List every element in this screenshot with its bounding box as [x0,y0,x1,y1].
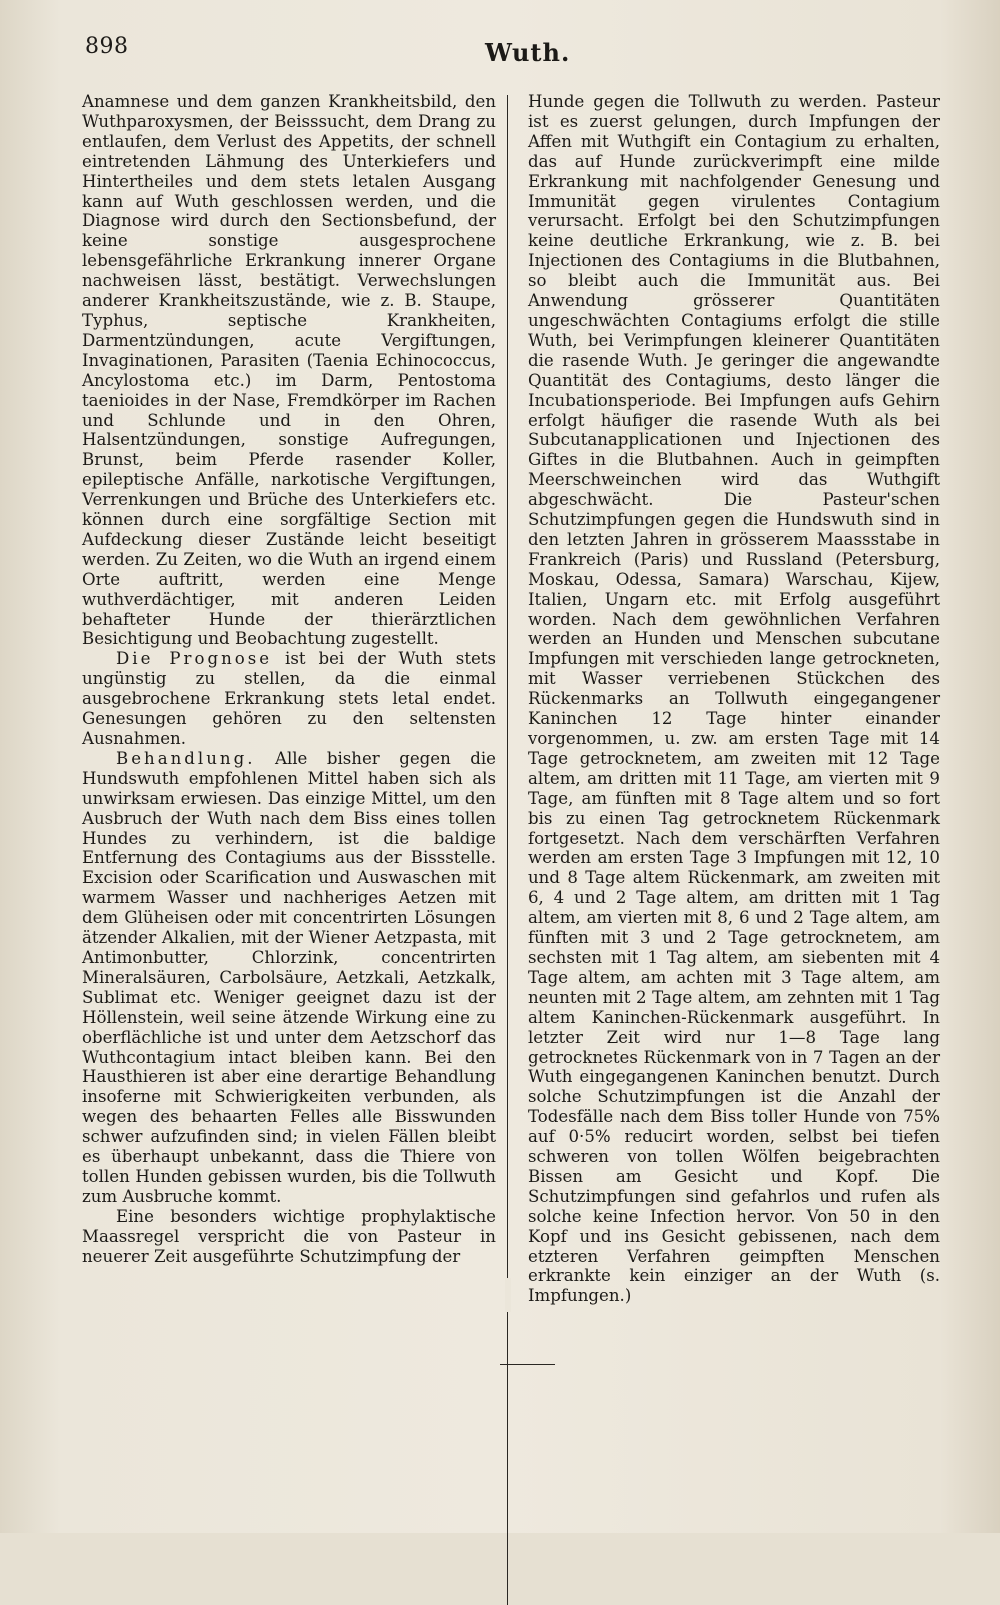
treatment-text: Alle bisher gegen die Hundswuth empfohlenen Mittel haben sich als unwirksam erwiesen. Das einzige Mittel, um den Ausbruch der Wuth nach dem Biss eines tollen Hundes zu verhindern, ist die baldige Entfernung des Contagiums aus der Bissstelle. Excision oder Scarification und Auswaschen mit warmem Wasser und nachheriges Aetzen mit dem Glüheisen oder mit concentrirten Lösungen ätzender Alkalien, mit der Wiener Aetzpasta, mit Antimonbutter, Chlorzink, concentrirten Mineralsäuren, Carbolsäure, Aetzkali, Aetzkalk, Sublimat etc. Weniger geeignet dazu ist der Höllenstein, weil seine ätzende Wirkung eine zu oberflächliche ist und unter dem Aetzschorf das Wuthcontagium intact bleiben kann. Bei den Hausthieren ist aber eine derartige Behandlung insoferne mit Schwierigkeiten verbunden, als wegen des behaarten Felles alle Bisswunden schwer aufzufinden sind; in vielen Fällen bleibt es überhaupt unbekannt, dass die Thiere von tollen Hunden gebissen wurden, bis die Tollwuth zum Ausbruche kommt. [82,748,496,1206]
running-head: Wuth. [485,38,571,67]
prognosis-text: ist bei der Wuth stets ungünstig zu stellen, da die einmal ausgebrochene Erkrankung stets letal endet. Genesungen gehören zu den seltensten Ausnahmen. [82,649,496,748]
left-column [82,92,496,1266]
diagnosis-paragraph: Anamnese und dem ganzen Krankheitsbild, den Wuthparoxysmen, der Beisssucht, dem Drang zu entlaufen, dem Verlust des Appetits, der schnell eintretenden Lähmung des Unterkiefers und Hintertheiles und dem stets letalen Ausgang kann auf Wuth geschlossen werden, und die Diagnose wird durch den Sectionsbefund, der keine sonstige ausgesprochene lebensgefährliche Erkrankung innerer Organe nachweisen lässt, bestätigt. Verwechslungen anderer Krankheitszustände, wie z. B. Staupe, Typhus, septische Krankheiten, Darmentzündungen, acute Vergiftungen, Invaginationen, Parasiten (Taenia Echinococcus, Ancylostoma etc.) im Darm, Pentostoma taenioides in der Nase, Fremdkörper im Rachen und Schlunde und in den Ohren, Halsentzündungen, sonstige Aufregungen, Brunst, beim Pferde rasender Koller, epileptische Anfälle, narkotische Vergiftungen, Verrenkungen und Brüche des Unterkiefers etc. können durch eine sorgfältige Section mit Aufdeckung dieser Zustände leicht beseitigt werden. Zu Zeiten, wo die Wuth an irgend einem Orte auftritt, werden eine Menge wuthverdächtiger, mit anderen Leiden behafteter Hunde der thierärztlichen Besichtigung und Beobachtung zugestellt. [82,92,496,649]
section-end-rule [500,1364,555,1365]
treatment-term: Behandlung. [116,748,256,768]
column-divider-gap [505,1278,511,1312]
column-divider [507,95,508,1605]
page-number: 898 [85,34,129,59]
vaccination-paragraph: Hunde gegen die Tollwuth zu werden. Pasteur ist es zuerst gelungen, durch Impfungen der Affen mit Wuthgift ein Contagium zu erhalten, das auf Hunde zurückverimpft eine milde Erkrankung mit nachfolgender Genesung und Immunität gegen virulentes Contagium verursacht. Erfolgt bei den Schutzimpfungen keine deutliche Erkrankung, wie z. B. bei Injectionen des Contagiums in die Blutbahnen, so bleibt auch die Immunität aus. Bei Anwendung grösserer Quantitäten ungeschwächten Contagiums erfolgt die stille Wuth, bei Verimpfungen kleinerer Quantitäten die rasende Wuth. Je geringer die angewandte Quantität des Contagiums, desto länger die Incubationsperiode. Bei Impfungen aufs Gehirn erfolgt häufiger die rasende Wuth als bei Subcutanapplicationen und Injectionen des Giftes in die Blutbahnen. Auch in geimpften Meerschweinchen wird das Wuthgift abgeschwächt. Die Pasteur'schen Schutzimpfungen gegen die Hundswuth sind in den letzten Jahren in grösserem Maassstabe in Frankreich (Paris) und Russland (Petersburg, Moskau, Odessa, Samara) Warschau, Kijew, Italien, Ungarn etc. mit Erfolg ausgeführt worden. Nach dem gewöhnlichen Verfahren werden an Hunden und Menschen subcutane Impfungen mit verschieden lange getrockneten, mit Wasser verriebenen Stückchen des Rückenmarks an Tollwuth eingegangener Kaninchen 12 Tage hinter einander vorgenommen, u. zw. am ersten Tage mit 14 Tage getrocknetem, am zweiten mit 12 Tage altem, am dritten mit 11 Tage, am vierten mit 9 Tage, am fünften mit 8 Tage altem und so fort bis zu einen Tag getrocknetem Rückenmark fortgesetzt. Nach dem verschärften Verfahren werden am ersten Tage 3 Impfungen mit 12, 10 und 8 Tage altem Rückenmark, am zweiten mit 6, 4 und 2 Tage altem, am dritten mit 1 Tag altem, am vierten mit 8, 6 und 2 Tage altem, am fünften mit 3 und 2 Tage getrocknetem, am sechsten mit 1 Tag altem, am siebenten mit 4 Tage altem, am achten mit 3 Tage altem, am neunten mit 2 Tage altem, am zehnten mit 1 Tag altem Kaninchen-Rückenmark ausgeführt. In letzter Zeit wird nur 1—8 Tage lang getrocknetes Rückenmark von in 7 Tagen an der Wuth eingegangenen Kaninchen benutzt. Durch solche Schutzimpfungen ist die Anzahl der Todesfälle nach dem Biss toller Hunde von 75% auf 0·5% reducirt worden, selbst bei tiefen schweren von tollen Wölfen beigebrachten Bissen am Gesicht und Kopf. Die Schutzimpfungen sind gefahrlos und rufen als solche keine Infection hervor. Von 50 in den Kopf und ins Gesicht gebissenen, nach dem etzteren Verfahren geimpften Menschen erkrankte kein einziger an der Wuth (s. Impfungen.) [528,92,940,1306]
prophylaxis-paragraph: Eine besonders wichtige prophylaktische Maassregel verspricht die von Pasteur in neuerer Zeit ausgeführte Schutzimpfung der [82,1206,496,1266]
page-header [85,34,952,70]
prognosis-paragraph [82,649,496,749]
right-column [528,92,940,1306]
treatment-paragraph [82,749,496,1207]
prognosis-term: Die Prognose [116,649,273,669]
